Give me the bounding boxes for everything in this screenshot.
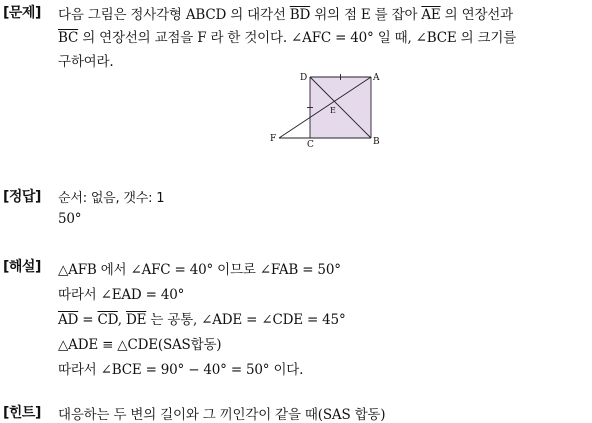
segment-ad: $\overline{AD}$ [58, 312, 79, 328]
segment-cd: $\overline{CD}$ [97, 312, 118, 328]
solution-text: , [117, 312, 126, 328]
solution-line-3 [58, 308, 346, 328]
segment-bc: $\overline{BC}$ [58, 30, 79, 46]
solution-line-5: 따라서 ∠BCE = 90° − 40° = 50° 이다. [58, 362, 304, 378]
segment-de: $\overline{DE}$ [125, 312, 147, 328]
label-b: B [373, 137, 380, 147]
hint-tag: [힌트] [3, 405, 41, 421]
solution-text: 는 공통, ∠ADE = ∠CDE = 45° [146, 312, 346, 328]
problem-text: 의 연장선과 [440, 7, 513, 23]
label-d: D [300, 73, 308, 83]
problem-text: 위의 점 E 를 잡아 [310, 7, 422, 23]
label-f: F [270, 134, 277, 144]
label-e: E [330, 106, 336, 115]
geometry-figure [266, 68, 386, 150]
label-a: A [373, 73, 380, 83]
solution-text: = [78, 312, 98, 328]
solution-tag: [해설] [3, 259, 41, 275]
problem-line-1 [58, 3, 513, 23]
solution-line-1: △AFB 에서 ∠AFC = 40° 이므로 ∠FAB = 50° [58, 262, 341, 278]
answer-line-1: 순서: 없음, 갯수: 1 [58, 191, 165, 206]
hint-line-1: 대응하는 두 변의 길이와 그 끼인각이 같을 때(SAS 합동) [58, 407, 386, 423]
segment-ae: $\overline{AE}$ [421, 7, 441, 23]
answer-tag: [정답] [3, 189, 41, 205]
solution-line-2: 따라서 ∠EAD = 40° [58, 287, 185, 303]
problem-tag: [문제] [3, 5, 41, 21]
problem-line-3: 구하여라. [58, 54, 114, 70]
problem-line-2 [58, 26, 516, 46]
segment-bd: $\overline{BD}$ [289, 7, 311, 23]
label-c: C [307, 140, 314, 150]
solution-line-4: △ADE ≡ △CDE(SAS합동) [58, 337, 222, 353]
answer-value: 50° [58, 211, 82, 227]
problem-text: 다음 그림은 정사각형 ABCD 의 대각선 [58, 7, 290, 23]
problem-text: 의 연장선의 교점을 F 라 한 것이다. ∠AFC = 40° 일 때, ∠BCE 의 크기를 [78, 30, 517, 46]
